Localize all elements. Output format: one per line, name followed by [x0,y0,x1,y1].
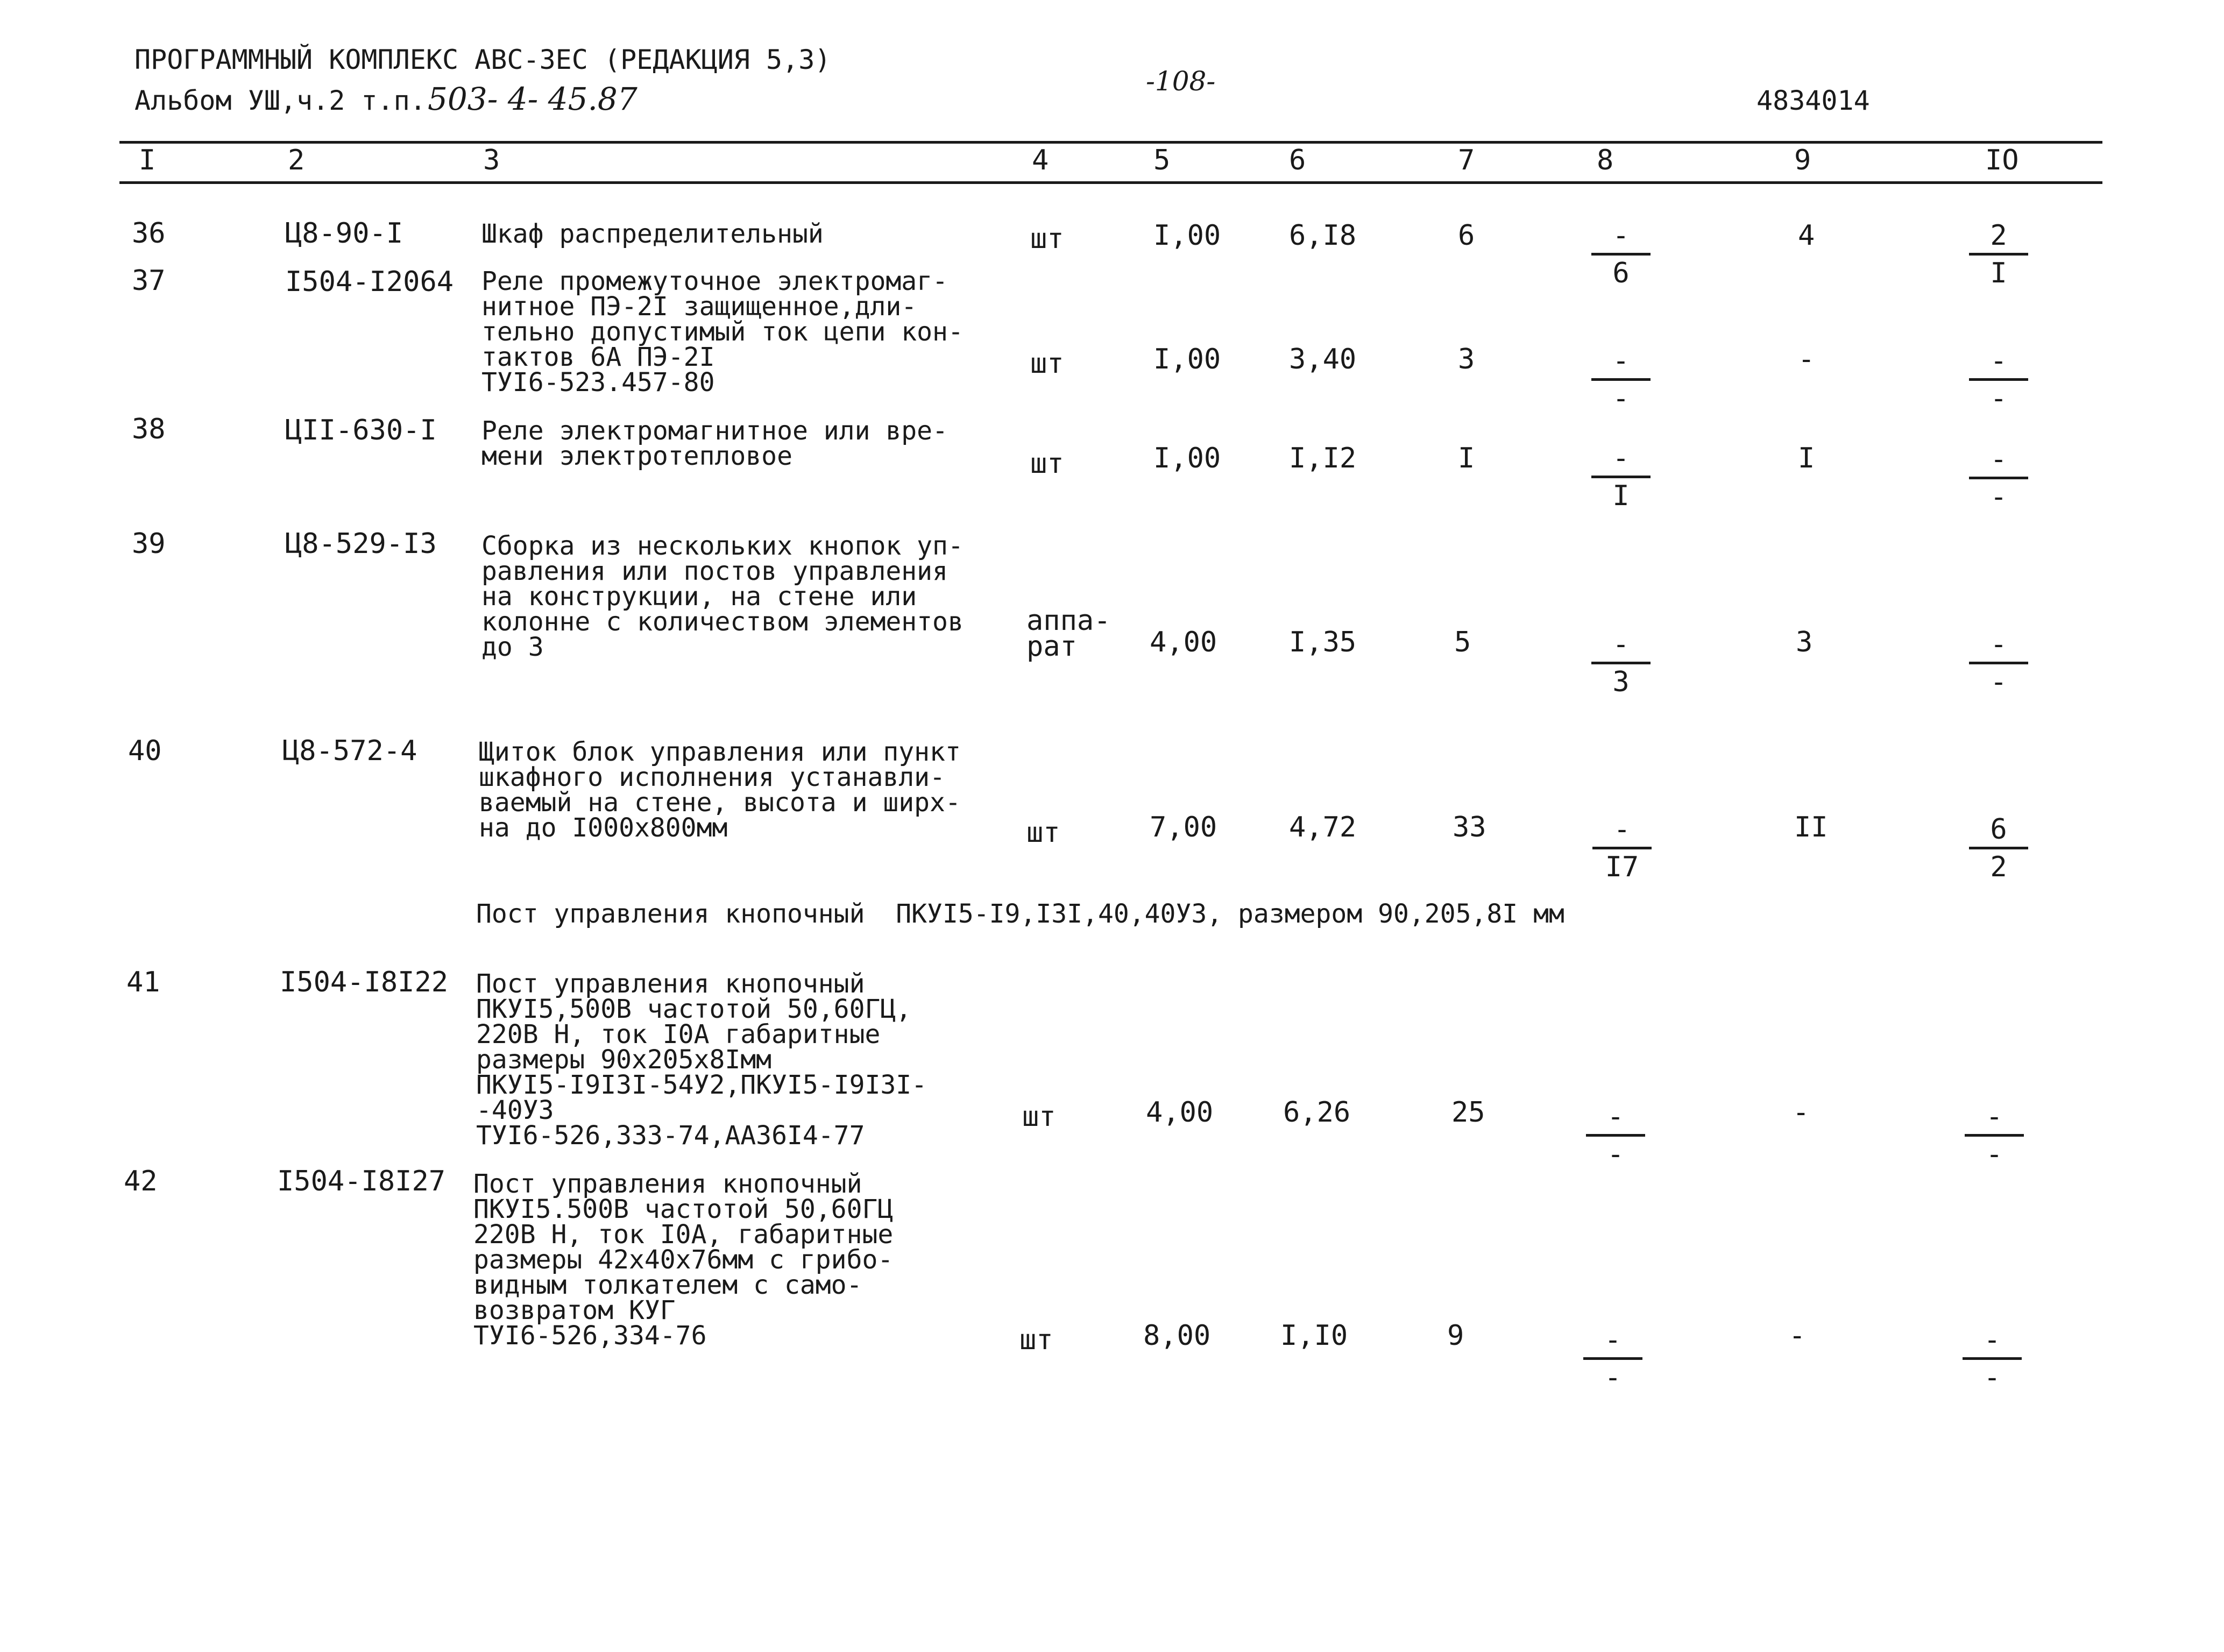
fraction-bar [1969,477,2028,479]
row-42-quantity: 8,00 [1143,1320,1211,1352]
album-number: 503- 4- 45.87 [428,81,638,117]
row-42-col9: - [1789,1320,1806,1352]
row-41-col7: 25 [1451,1096,1485,1129]
row-41-code: I504-I8I22 [280,966,449,998]
col-header-6: 6 [1289,144,1306,176]
row-38-unit: шт [1030,448,1064,480]
row-39-price: I,35 [1289,626,1357,658]
row-36-unit: шт [1030,223,1064,255]
fraction-bar [1969,662,2028,664]
fraction-numerator: - [1990,628,2007,661]
col-header-1: I [139,144,156,176]
row-38-col8-fraction [1591,444,1651,514]
fraction-denominator: - [1612,382,1630,415]
row-41-unit: шт [1022,1101,1056,1133]
fraction-denominator: 6 [1612,257,1630,289]
row-37-description: Реле промежуточное электромаг- нитное ПЭ-2I защищенное,дли- тельно допустимый ток цепи кон- тактов 6А ПЭ-2I ТУI6-523.457-80 [481,266,964,398]
fraction-numerator: - [1607,1101,1624,1133]
fraction-denominator: I [1990,257,2007,289]
fraction-bar [1591,476,1651,478]
fraction-denominator: I7 [1605,851,1639,883]
row-41-number: 41 [126,966,160,998]
row-40-col7: 33 [1453,811,1486,843]
row-41-description: Пост управления кнопочный ПКУI5,500В частотой 50,60ГЦ, 220В Н, ток I0А габаритные размеры 90х205х8Iмм ПКУI5-I9I3I-54У2,ПКУI5-I9I3I- -40У3 ТУI6-526,333-74,АА36I4-77 [476,969,927,1151]
fraction-numerator: - [1612,219,1630,252]
row-42-unit: шт [1019,1324,1053,1356]
row-37-unit: шт [1030,348,1064,380]
row-41-quantity: 4,00 [1146,1096,1214,1129]
row-36-col8-fraction [1591,219,1651,292]
doc-code: 4834014 [1756,85,1870,116]
row-42-col10-fraction [1963,1326,2022,1396]
row-36-col9: 4 [1798,219,1815,252]
row-36-col7: 6 [1458,219,1475,252]
fraction-bar [1963,1357,2022,1360]
row-40-code: Ц8-572-4 [282,735,417,767]
fraction-denominator: - [1990,666,2007,698]
row-36-number: 36 [132,217,166,250]
fraction-denominator: - [1984,1362,2001,1394]
row-37-quantity: I,00 [1153,343,1221,375]
header-bottom-rule [119,181,2102,184]
fraction-bar [1591,378,1651,381]
row-41-col9: - [1793,1096,1810,1129]
row-37-col8-fraction [1591,347,1651,417]
fraction-numerator: - [1986,1101,2003,1133]
row-38-description: Реле электромагнитное или вре- мени электротепловое [481,416,948,471]
fraction-bar [1969,253,2028,256]
fraction-bar [1969,847,2028,849]
col-header-7: 7 [1458,144,1475,176]
fraction-numerator: 2 [1990,219,2007,252]
row-36-description: Шкаф распределительный [481,219,824,249]
row-40-col10-fraction [1969,813,2028,885]
row-38-col10-fraction [1969,445,2028,515]
row-39-code: Ц8-529-I3 [285,528,437,560]
fraction-numerator: - [1612,628,1630,661]
row-39-col9: 3 [1796,626,1813,658]
row-39-quantity: 4,00 [1150,626,1217,658]
row-37-number: 37 [132,265,166,297]
row-39-col8-fraction [1591,630,1651,700]
fraction-bar [1965,1134,2024,1137]
col-header-4: 4 [1032,144,1049,176]
fraction-denominator: I [1612,480,1630,512]
row-39-description: Сборка из нескольких кнопок уп- равления или постов управления на конструкции, на стене или колонне с количеством элементов до 3 [481,531,964,662]
fraction-numerator: - [1613,813,1631,846]
fraction-denominator: - [1986,1138,2003,1171]
row-39-col7: 5 [1454,626,1471,658]
row-36-quantity: I,00 [1153,219,1221,252]
row-37-col9: - [1798,343,1815,375]
row-38-col9: I [1798,442,1815,474]
col-header-10: IO [1985,144,2019,176]
row-40-price: 4,72 [1289,811,1357,843]
row-36-code: Ц8-90-I [285,217,403,250]
fraction-denominator: - [1607,1138,1624,1171]
row-42-number: 42 [124,1165,158,1197]
row-40-quantity: 7,00 [1150,811,1217,843]
fraction-numerator: - [1990,345,2007,377]
row-40-description: Щиток блок управления или пункт шкафного исполнения устанавли- ваемый на стене, высота и ширх- на до I000х800мм [479,737,961,843]
fraction-bar [1583,1357,1642,1360]
fraction-bar [1969,378,2028,381]
row-42-code: I504-I8I27 [277,1165,446,1197]
row-38-code: ЦII-630-I [285,414,437,446]
row-40-number: 40 [128,735,162,767]
row-37-code: I504-I2064 [285,266,454,298]
col-header-8: 8 [1597,144,1614,176]
col-header-5: 5 [1153,144,1171,176]
row-39-col10-fraction [1969,630,2028,700]
row-37-col7: 3 [1458,343,1475,375]
fraction-numerator: - [1604,1324,1621,1356]
col-header-9: 9 [1794,144,1811,176]
fraction-denominator: - [1604,1362,1621,1394]
row-37-col10-fraction [1969,347,2028,417]
row-39-unit: аппа- рат [1026,605,1111,663]
row-42-col8-fraction [1583,1326,1642,1396]
row-38-col7: I [1458,442,1475,474]
row-36-price: 6,I8 [1289,219,1357,252]
header-top-rule [119,141,2102,144]
row-42-col7: 9 [1447,1320,1464,1352]
fraction-bar [1591,662,1651,664]
col-header-3: 3 [483,144,500,176]
fraction-denominator: 2 [1990,851,2007,883]
row-38-number: 38 [132,413,166,445]
fraction-denominator: - [1990,382,2007,415]
fraction-bar [1591,253,1651,256]
row-41-col8-fraction [1586,1103,1645,1173]
fraction-bar [1592,847,1652,849]
row-36-col10-fraction [1969,219,2028,292]
fraction-numerator: - [1984,1324,2001,1356]
row-40-col9: II [1794,811,1828,843]
fraction-numerator: - [1612,442,1630,474]
fraction-denominator: 3 [1612,666,1630,698]
row-38-quantity: I,00 [1153,442,1221,474]
fraction-numerator: 6 [1990,813,2007,846]
fraction-denominator: - [1990,481,2007,513]
row-37-price: 3,40 [1289,343,1357,375]
page-number: -108- [1146,66,1216,97]
row-39-number: 39 [132,528,166,560]
row-42-description: Пост управления кнопочный ПКУI5.500В частотой 50,60ГЦ 220В Н, ток I0А, габаритные размеры 42х40х76мм с грибо- видным толкателем с само- возвратом КУГ ТУI6-526,334-76 [473,1169,894,1351]
row-38-price: I,I2 [1289,442,1357,474]
fraction-bar [1586,1134,1645,1137]
program-title: ПРОГРАММНЫЙ КОМПЛЕКС АВС-ЗЕС (РЕДАКЦИЯ 5,3) [134,44,831,75]
row-42-price: I,I0 [1280,1320,1348,1352]
row-41-col10-fraction [1965,1103,2024,1173]
row-41-price: 6,26 [1283,1096,1351,1129]
row-40-unit: шт [1026,817,1060,849]
fraction-numerator: - [1612,345,1630,377]
album-label: Альбом УШ,ч.2 т.п. [134,85,426,116]
col-header-2: 2 [288,144,305,176]
row-40-col8-fraction [1592,813,1652,885]
fraction-numerator: - [1990,443,2007,476]
note-line: Пост управления кнопочный ПКУI5-I9,I3I,40,40У3, размером 90,205,8I мм [476,899,1564,929]
